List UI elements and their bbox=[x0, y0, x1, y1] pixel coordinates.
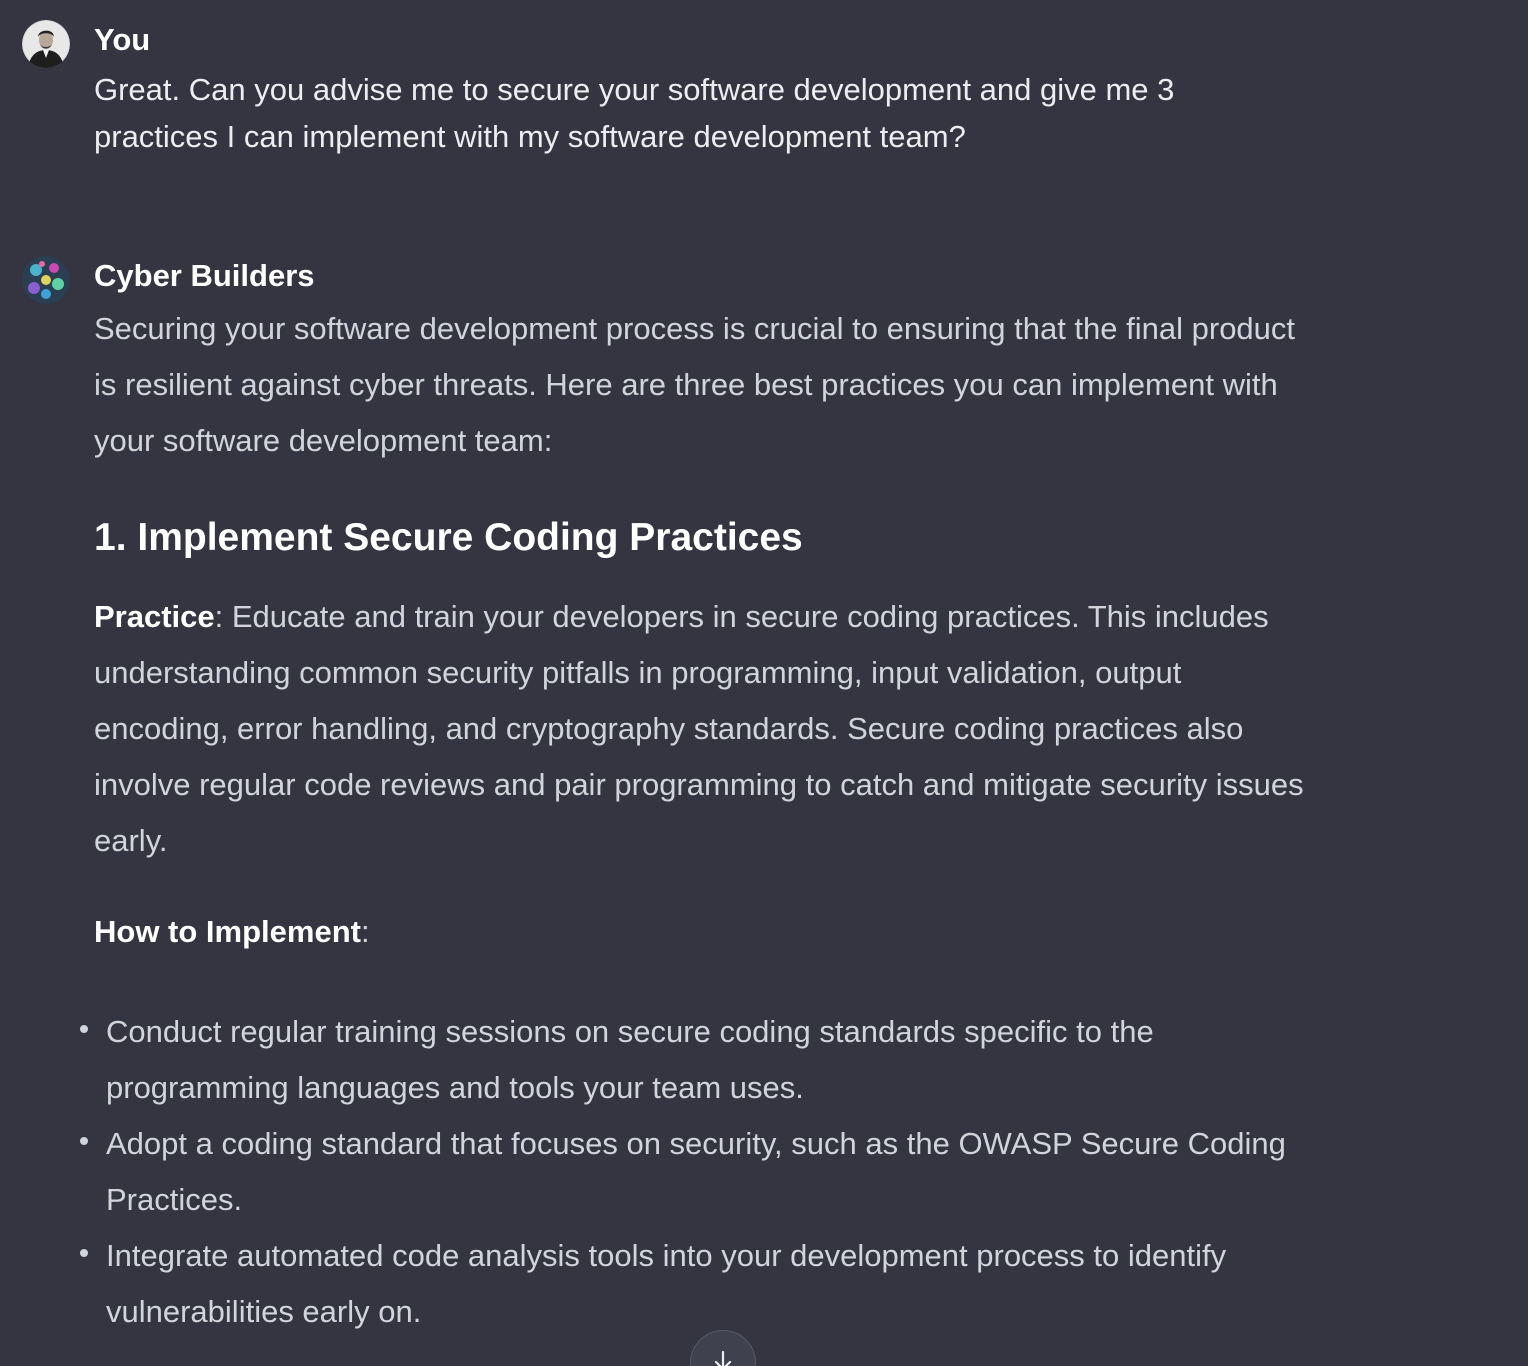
list-item bbox=[78, 1228, 1328, 1340]
list-item bbox=[78, 1004, 1328, 1116]
implementation-list bbox=[78, 1004, 1328, 1340]
how-to-implement-label: How to Implement bbox=[94, 914, 361, 949]
how-to-implement-suffix: : bbox=[360, 914, 370, 949]
user-author-name: You bbox=[94, 22, 151, 57]
list-item-text: Conduct regular training sessions on secure coding standards specific to the programming languages and tools your team uses. bbox=[106, 1014, 1154, 1105]
user-avatar-image bbox=[22, 20, 70, 68]
section-heading: 1. Implement Secure Coding Practices bbox=[94, 516, 803, 559]
cyber-builders-avatar-image bbox=[22, 256, 70, 304]
how-to-implement-heading bbox=[94, 914, 370, 950]
list-item-text: Integrate automated code analysis tools into your development process to identify vulnerabilities early on. bbox=[106, 1238, 1227, 1329]
assistant-intro-text: Securing your software development process is crucial to ensuring that the final product is resilient against cyber threats. Here are three best practices you can implement with your software development team: bbox=[94, 311, 1296, 458]
list-item bbox=[78, 1116, 1328, 1228]
user-avatar bbox=[22, 20, 70, 68]
bullet-icon bbox=[80, 1249, 88, 1257]
assistant-author-name: Cyber Builders bbox=[94, 258, 315, 293]
practice-paragraph bbox=[94, 589, 1324, 869]
list-item-text: Adopt a coding standard that focuses on security, such as the OWASP Secure Coding Practices. bbox=[106, 1126, 1286, 1217]
user-message-text: Great. Can you advise me to secure your software development and give me 3 practices I can implement with my software development team? bbox=[94, 72, 1175, 154]
bullet-icon bbox=[80, 1025, 88, 1033]
practice-label: Practice bbox=[94, 599, 215, 634]
practice-text: : Educate and train your developers in secure coding practices. This includes understanding common security pitfalls in programming, input validation, output encoding, error handling, and cryptography standards. Secure coding practices also involve regular code reviews and pair programming to catch and mitigate security issues early. bbox=[94, 599, 1304, 858]
bullet-icon bbox=[80, 1137, 88, 1145]
cyber-builders-avatar bbox=[22, 256, 70, 304]
arrow-down-icon bbox=[711, 1349, 735, 1366]
